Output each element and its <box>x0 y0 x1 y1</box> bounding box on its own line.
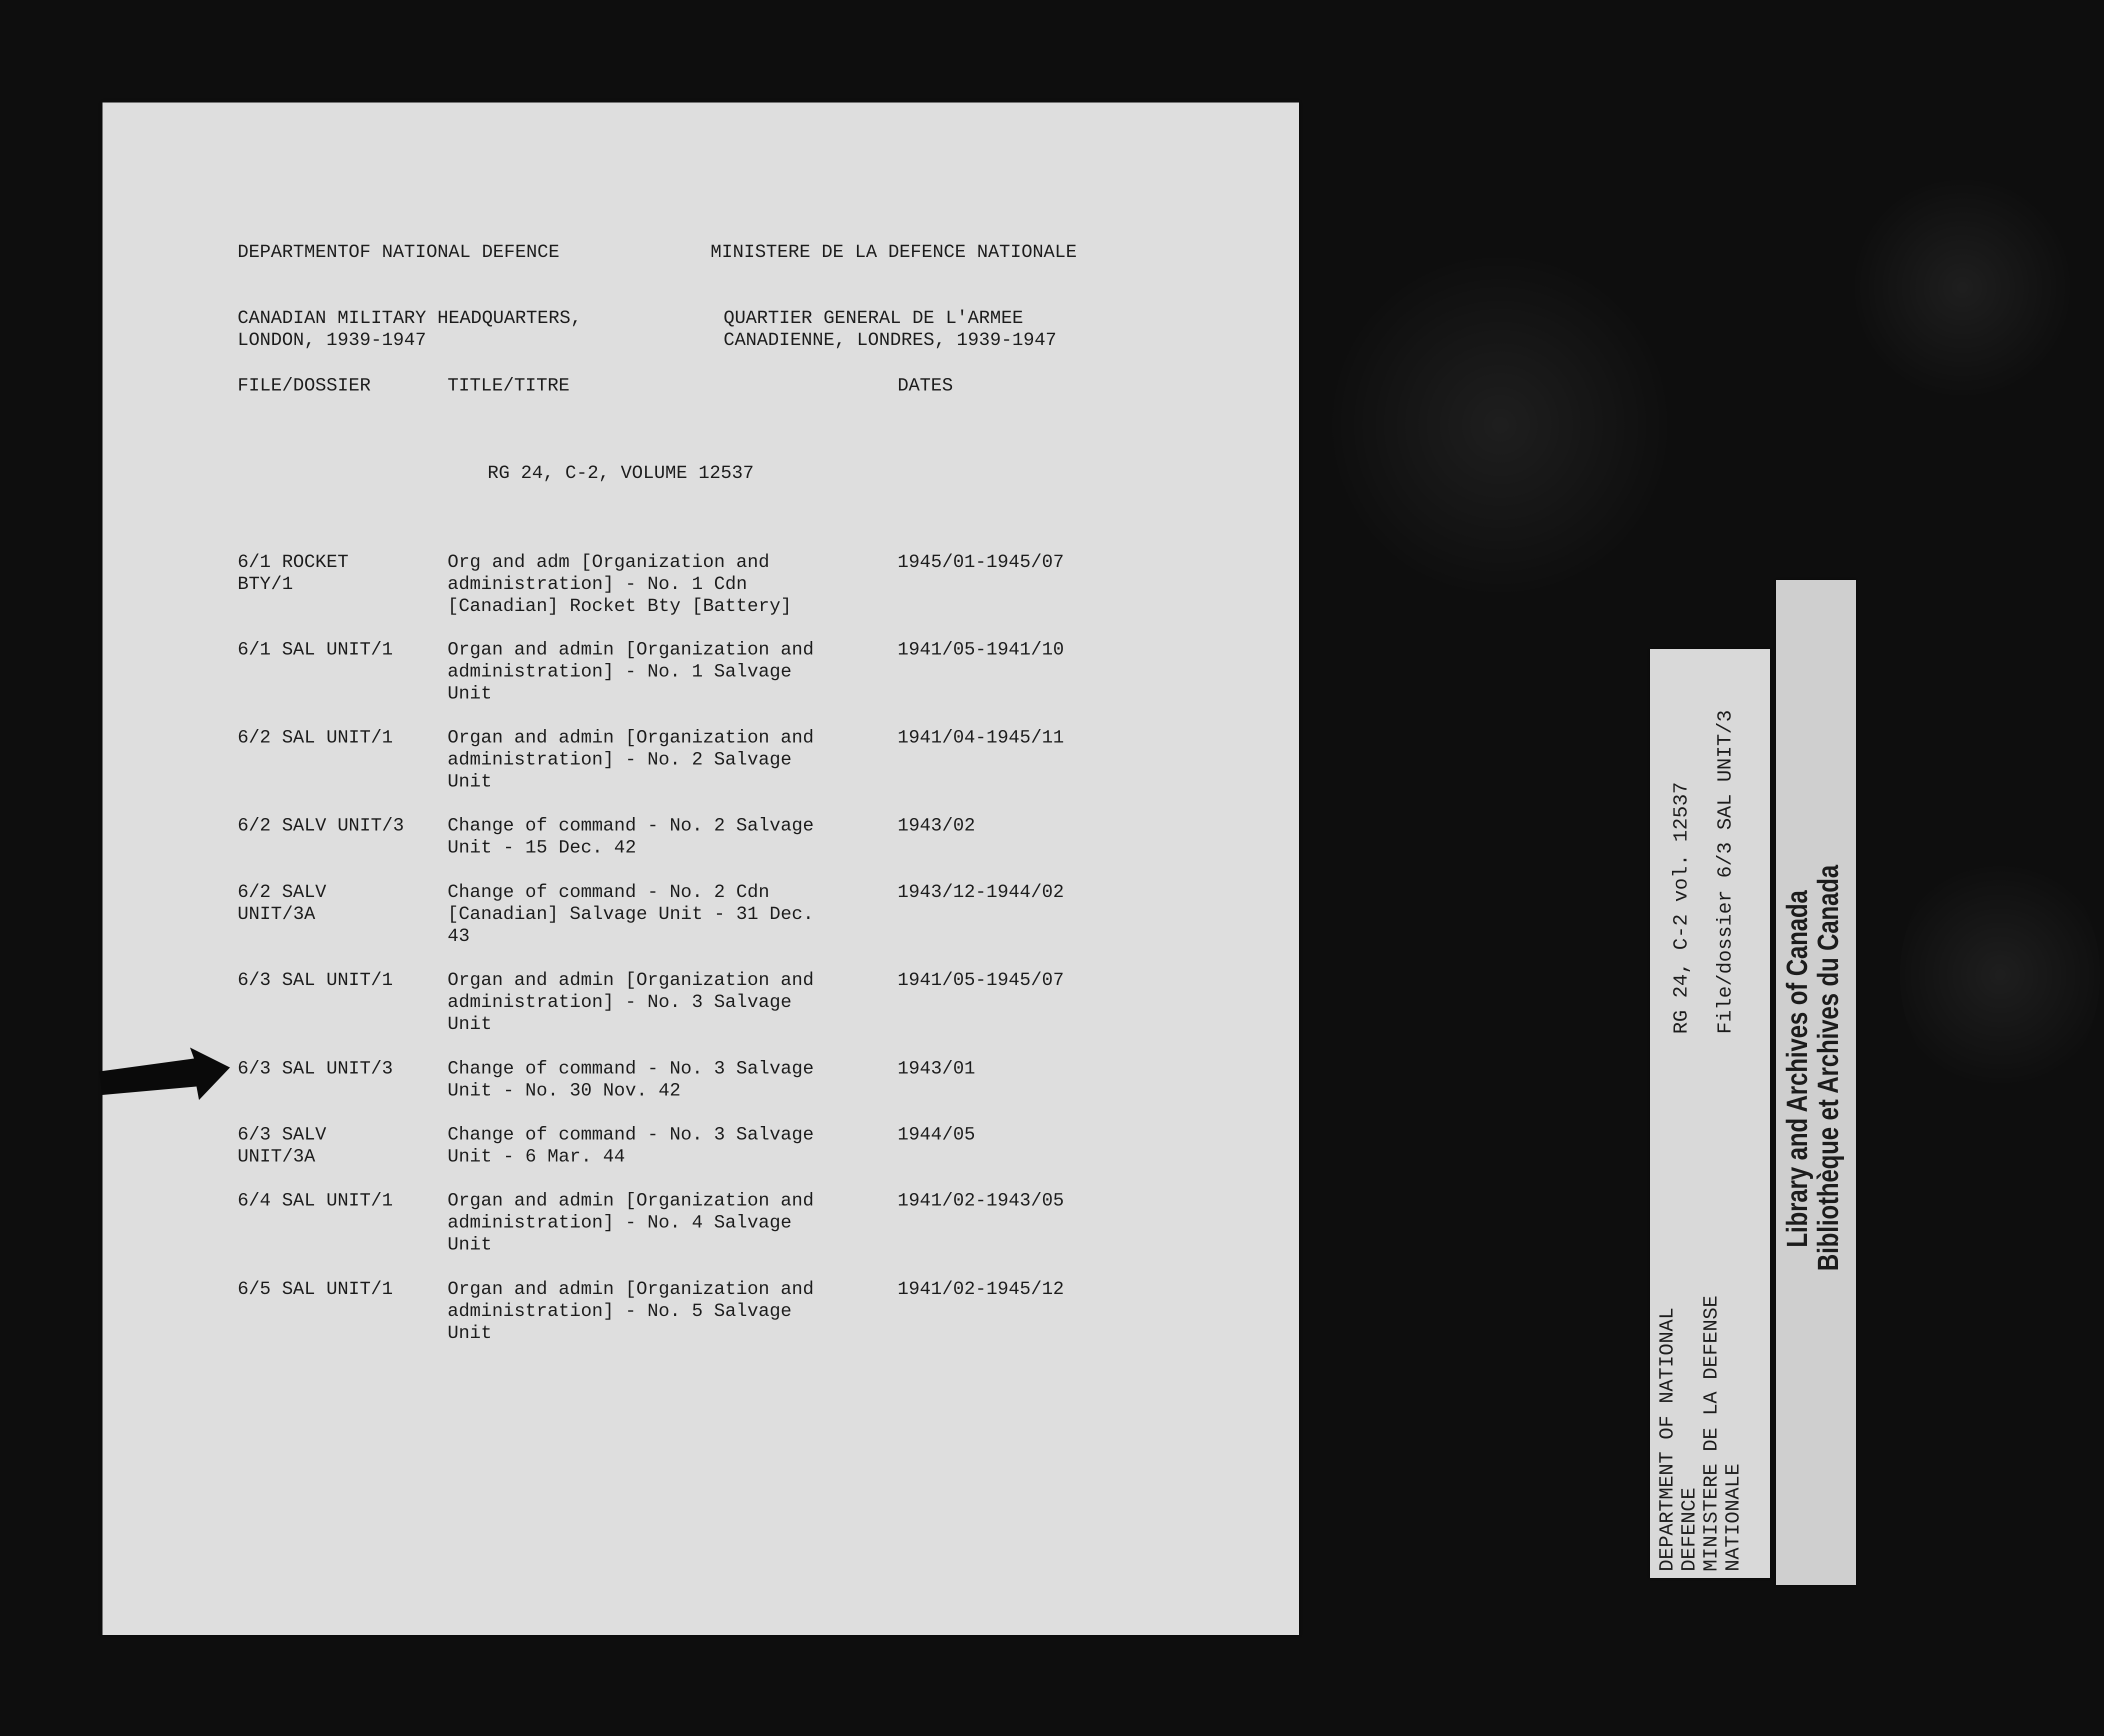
file-title: administration] - No. 5 Salvage <box>448 1301 792 1322</box>
file-number: 6/2 SALV <box>238 882 326 903</box>
file-label-card <box>1650 649 1770 1578</box>
file-number: 6/3 SAL UNIT/3 <box>238 1058 393 1080</box>
background-shade <box>1325 250 1675 600</box>
archive-label-fr: Bibliothèque et Archives du Canada <box>1812 864 1844 1271</box>
file-title: Change of command - No. 3 Salvage <box>448 1058 814 1080</box>
file-title: 43 <box>448 926 470 947</box>
file-dates: 1941/05-1941/10 <box>898 640 1064 660</box>
file-title: Organ and admin [Organization and <box>448 728 814 748</box>
volume-heading: RG 24, C-2, VOLUME 12537 <box>488 463 754 484</box>
archive-label-en: Library and Archives of Canada <box>1781 890 1814 1248</box>
file-dates: 1943/12-1944/02 <box>898 882 1064 903</box>
column-header-dates: DATES <box>898 376 954 396</box>
file-number: 6/1 ROCKET <box>238 552 349 573</box>
file-title: administration] - No. 4 Salvage <box>448 1212 792 1234</box>
file-dates: 1943/02 <box>898 816 976 836</box>
label-reference: RG 24, C-2 vol. 12537 <box>1670 782 1693 1034</box>
file-dates: 1945/01-1945/07 <box>898 552 1064 573</box>
department-fr: MINISTERE DE LA DEFENCE NATIONALE <box>710 242 1077 263</box>
file-title: Change of command - No. 3 Salvage <box>448 1124 814 1146</box>
file-title: administration] - No. 1 Salvage <box>448 662 792 682</box>
file-number: 6/5 SAL UNIT/1 <box>238 1279 393 1300</box>
file-dates: 1941/05-1945/07 <box>898 970 1064 991</box>
file-title: administration] - No. 3 Salvage <box>448 992 792 1013</box>
background-shade <box>1900 850 2100 1100</box>
headquarters-fr-line2: CANADIENNE, LONDRES, 1939-1947 <box>724 330 1057 351</box>
file-title: Org and adm [Organization and <box>448 552 770 573</box>
file-dates: 1943/01 <box>898 1058 976 1080</box>
file-number: UNIT/3A <box>238 1146 316 1168</box>
file-title: Organ and admin [Organization and <box>448 970 814 991</box>
file-title: Unit <box>448 1234 492 1256</box>
file-title: Unit - 6 Mar. 44 <box>448 1146 626 1168</box>
file-dates: 1941/04-1945/11 <box>898 728 1064 748</box>
file-title: administration] - No. 1 Cdn <box>448 574 748 595</box>
file-dates: 1944/05 <box>898 1124 976 1146</box>
headquarters-fr-line1: QUARTIER GENERAL DE L'ARMEE <box>724 308 1024 329</box>
department-en: DEPARTMENTOF NATIONAL DEFENCE <box>238 242 560 263</box>
label-department-line1: DEPARTMENT OF NATIONAL <box>1656 1307 1679 1572</box>
file-title: Unit <box>448 772 492 792</box>
file-number: 6/2 SALV UNIT/3 <box>238 816 404 836</box>
file-number: 6/2 SAL UNIT/1 <box>238 728 393 748</box>
label-file-dossier: File/dossier 6/3 SAL UNIT/3 <box>1714 710 1737 1034</box>
file-title: Change of command - No. 2 Salvage <box>448 816 814 836</box>
file-title: Organ and admin [Organization and <box>448 1279 814 1300</box>
archive-label <box>1776 580 1856 1585</box>
file-dates: 1941/02-1945/12 <box>898 1279 1064 1300</box>
file-title: Unit - 15 Dec. 42 <box>448 838 636 858</box>
headquarters-en-line1: CANADIAN MILITARY HEADQUARTERS, <box>238 308 582 329</box>
file-number: BTY/1 <box>238 574 294 595</box>
headquarters-en-line2: LONDON, 1939-1947 <box>238 330 426 351</box>
file-title: Change of command - No. 2 Cdn <box>448 882 770 903</box>
file-number: 6/1 SAL UNIT/1 <box>238 640 393 660</box>
file-title: administration] - No. 2 Salvage <box>448 750 792 770</box>
column-header-file: FILE/DOSSIER <box>238 376 371 396</box>
column-header-title: TITLE/TITRE <box>448 376 570 396</box>
background-shade <box>1850 175 2075 400</box>
file-title: Organ and admin [Organization and <box>448 1190 814 1212</box>
file-title: Unit - No. 30 Nov. 42 <box>448 1080 681 1102</box>
label-ministere-line1: MINISTERE DE LA DEFENSE <box>1700 1295 1723 1572</box>
label-department-line2: DEFENCE <box>1678 1487 1701 1572</box>
file-number: 6/3 SALV <box>238 1124 326 1146</box>
file-title: Organ and admin [Organization and <box>448 640 814 660</box>
file-title: Unit <box>448 1323 492 1344</box>
pointer-arrow-icon <box>99 1048 239 1100</box>
file-title: Unit <box>448 1014 492 1035</box>
file-number: 6/3 SAL UNIT/1 <box>238 970 393 991</box>
document-sheet <box>102 102 1299 1635</box>
file-dates: 1941/02-1943/05 <box>898 1190 1064 1212</box>
file-title: [Canadian] Salvage Unit - 31 Dec. <box>448 904 814 925</box>
file-title: [Canadian] Rocket Bty [Battery] <box>448 596 792 617</box>
file-title: Unit <box>448 684 492 704</box>
label-ministere-line2: NATIONALE <box>1722 1463 1745 1572</box>
file-number: UNIT/3A <box>238 904 316 925</box>
file-number: 6/4 SAL UNIT/1 <box>238 1190 393 1212</box>
